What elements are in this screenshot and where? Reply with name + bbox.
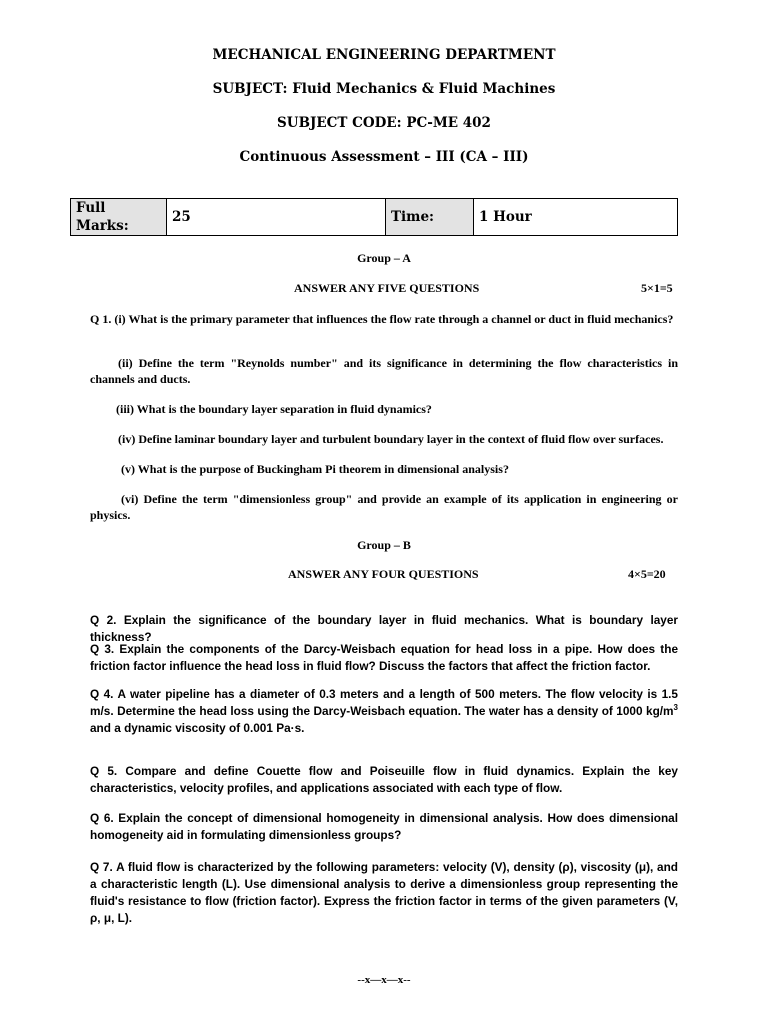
q7: Q 7. A fluid flow is characterized by the following parameters: velocity (V), density (ρ), viscosity (μ), and a characteristic length (L). Use dimensional analysis to derive a dimensionless group representing the fluid's resistance to flow (friction factor). Express the friction factor in terms of the given parameters (V, ρ, μ, L). [90,860,678,925]
q1-iii: (iii) What is the boundary layer separation in fluid dynamics? [116,402,432,416]
subject-code: SUBJECT CODE: PC-ME 402 [277,115,491,131]
q6: Q 6. Explain the concept of dimensional homogeneity in dimensional analysis. How does dimensional homogeneity aid in formulating dimensionless groups? [90,811,678,842]
time-value: 1 Hour [474,199,678,236]
full-marks-value: 25 [167,199,386,236]
q5: Q 5. Compare and define Couette flow and Poiseuille flow in fluid dynamics. Explain the key characteristics, velocity profiles, and applications associated with each type of flow. [90,764,678,795]
q2: Q 2. Explain the significance of the boundary layer in fluid mechanics. What is boundary layer thickness? [90,613,678,644]
group-a-instruction: ANSWER ANY FIVE QUESTIONS [294,281,480,295]
group-b-marks: 4×5=20 [628,567,666,581]
end-marker: --x—x—x-- [357,974,411,986]
q3: Q 3. Explain the components of the Darcy-Weisbach equation for head loss in a pipe. How does the friction factor influence the head loss in fluid flow? Discuss the factors that affect the friction factor. [90,642,678,673]
marks-table [70,198,678,236]
subject-title: SUBJECT: Fluid Mechanics & Fluid Machines [212,81,556,97]
q4 [90,686,678,737]
group-b-title: Group – B [357,538,411,552]
q4-text-b: and a dynamic viscosity of 0.001 Pa·s. [90,721,305,735]
q4-text-a: Q 4. A water pipeline has a diameter of 0.3 meters and a length of 500 meters. The flow velocity is 1.5 m/s. Determine the head loss using the Darcy-Weisbach equation. The water has a density of 1000 kg/m [90,687,678,718]
q1-iv: (iv) Define laminar boundary layer and turbulent boundary layer in the context of fluid flow over surfaces. [118,432,664,446]
q1-i: Q 1. (i) What is the primary parameter that influences the flow rate through a channel or duct in fluid mechanics? [90,312,674,326]
q1-ii: (ii) Define the term "Reynolds number" and its significance in determining the flow characteristics in channels and ducts. [90,356,678,386]
time-label: Time: [386,199,474,236]
department-title: MECHANICAL ENGINEERING DEPARTMENT [212,47,556,63]
group-b-instruction: ANSWER ANY FOUR QUESTIONS [288,567,479,581]
assessment-title: Continuous Assessment – III (CA – III) [239,149,529,165]
q1-vi: (vi) Define the term "dimensionless group" and provide an example of its application in engineering or physics. [90,492,678,522]
full-marks-label: Full Marks: [71,199,167,236]
group-a-title: Group – A [357,251,411,265]
q1-v: (v) What is the purpose of Buckingham Pi theorem in dimensional analysis? [121,462,509,476]
q4-superscript: 3 [673,703,678,713]
group-a-marks: 5×1=5 [641,281,673,295]
